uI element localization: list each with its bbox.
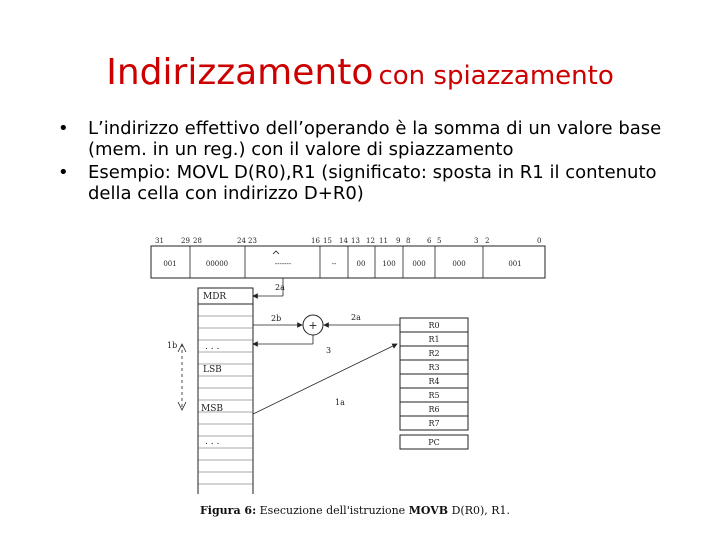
addressing-diagram (145, 232, 555, 522)
instruction-fields (163, 260, 521, 268)
field-mode-dst: 000 (452, 260, 466, 268)
field-type: 100 (382, 260, 396, 268)
bullet-text: Esempio: MOVL D(R0),R1 (significato: sposta in R1 il contenuto della cella con indirizzo D+R0) (88, 162, 657, 204)
bit-6: 6 (427, 237, 432, 245)
title-sub: con spiazzamento (378, 61, 614, 91)
label-3: 3 (326, 346, 332, 355)
field-opcode: 001 (163, 260, 177, 268)
field-reg-src: 000 (412, 260, 426, 268)
bullet-marker: • (58, 162, 69, 183)
msb-label: MSB (201, 404, 223, 414)
field-zeros: 00000 (205, 260, 229, 268)
field-mode-src: 00 (356, 260, 366, 268)
bit-9: 9 (396, 237, 401, 245)
bit-28: 28 (193, 237, 202, 245)
bullet-marker: • (58, 118, 69, 139)
lsb-label: LSB (203, 365, 222, 375)
caption-text: Esecuzione dell'istruzione (259, 504, 406, 517)
bit-2: 2 (485, 237, 490, 245)
bit-23: 23 (248, 237, 257, 245)
label-2b: 2b (271, 314, 282, 323)
figure-caption (200, 504, 510, 517)
field-reg-dst: 001 (508, 260, 522, 268)
register-r7: R7 (428, 419, 440, 428)
bit-0: 0 (537, 237, 542, 245)
bit-13: 13 (351, 237, 360, 245)
bullet-item (58, 162, 698, 204)
label-1b: 1b (167, 341, 178, 350)
register-r1: R1 (428, 335, 440, 344)
memory-dots-bottom: . . . (205, 437, 220, 447)
register-r5: R5 (428, 391, 440, 400)
bullet-list (58, 118, 698, 206)
caption-operands: D(R0), R1. (451, 504, 511, 517)
label-1a: 1a (335, 398, 345, 407)
bit-3: 3 (474, 237, 479, 245)
register-pc: PC (428, 438, 440, 447)
caption-instruction: MOVB (408, 504, 449, 517)
register-r3: R3 (428, 363, 440, 372)
bit-16: 16 (311, 237, 320, 245)
bit-5: 5 (437, 237, 442, 245)
register-r4: R4 (428, 377, 440, 386)
bit-12: 12 (366, 237, 375, 245)
bit-31: 31 (155, 237, 164, 245)
adder-plus: + (308, 319, 318, 332)
register-r2: R2 (428, 349, 440, 358)
bit-11: 11 (379, 237, 388, 245)
register-labels (428, 321, 440, 447)
register-r0: R0 (428, 321, 440, 330)
title-main: Indirizzamento (106, 52, 374, 93)
bit-8: 8 (406, 237, 411, 245)
memory-column (198, 288, 253, 494)
bit-24: 24 (237, 237, 246, 245)
bit-15: 15 (323, 237, 332, 245)
diagram-svg (145, 232, 555, 502)
field-displacement: ------- (274, 260, 292, 268)
bit-14: 14 (339, 237, 348, 245)
label-2a-right: 2a (351, 313, 361, 322)
mdr-label: MDR (203, 292, 227, 302)
memory-dots-top: . . . (205, 342, 220, 352)
label-2a-top: 2a (275, 283, 285, 292)
register-r6: R6 (428, 405, 440, 414)
bullet-text: L’indirizzo effettivo dell’operando è la somma di un valore base (mem. in un reg.) con il valore di spiazzamento (88, 118, 662, 160)
bit-29: 29 (181, 237, 190, 245)
bullet-item (58, 118, 698, 160)
field-unused: -- (331, 260, 337, 268)
slide-title (0, 52, 720, 93)
bit-positions (155, 237, 541, 245)
caption-label: Figura 6: (200, 504, 257, 517)
